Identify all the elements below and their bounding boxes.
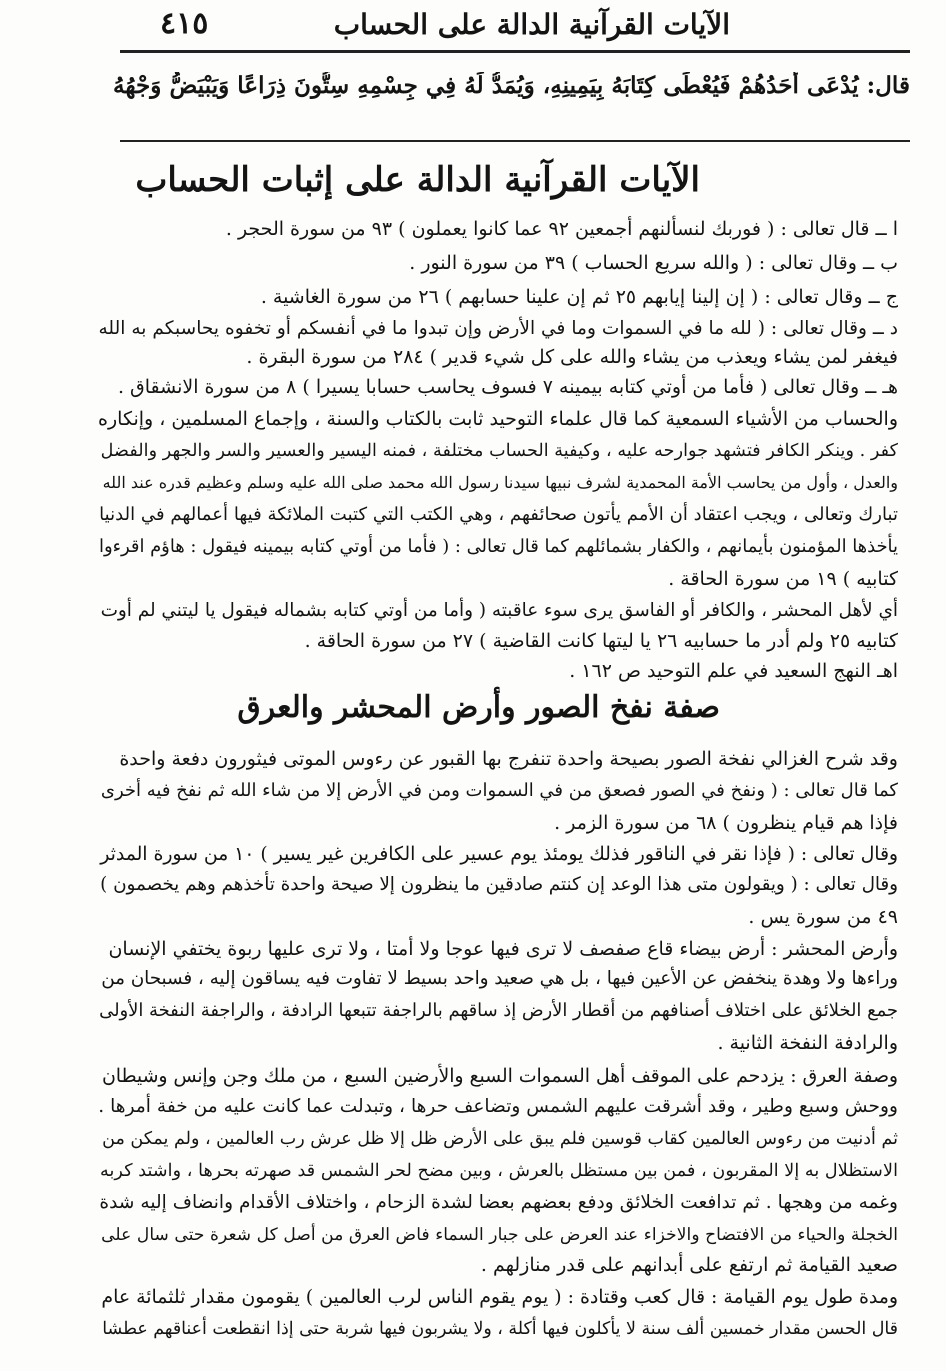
text-line: ج ــ وقال تعالى : ( إن إلينا إيابهم ٢٥ ثم إن علينا حسابهم ) ٢٦ من سورة الغاشية .	[260, 286, 898, 308]
text-line: فيغفر لمن يشاء ويعذب من يشاء والله على كل شيء قدير ) ٢٨٤ من سورة البقرة .	[246, 346, 898, 368]
text-line: ا ــ قال تعالى : ( فوربك لنسألنهم أجمعين ٩٢ عما كانوا يعملون ) ٩٣ من سورة الحجر .	[225, 218, 898, 240]
header-rule	[120, 50, 910, 53]
text-line: كما قال تعالى : ( ونفخ في الصور فصعق من في السموات ومن في الأرض إلا من شاء الله ثم نفخ فيه أخرى	[100, 780, 898, 801]
text-line: والعدل ، وأول من يحاسب الأمة المحمدية لشرف نبيها سيدنا رسول الله محمد صلى الله عليه وسلم وعظيم قدره عند الله	[102, 473, 898, 492]
text-line: ووحش وسبع وطير ، وقد أشرقت عليهم الشمس وتضاعف حرها ، وتبدلت عما كانت عليه من خفة أمرها .	[98, 1096, 898, 1117]
text-line: وراءها ولا وهدة ينخفض عن الأعين فيها ، بل هي صعيد واحد بسيط لا تفاوت فيه يساقون إليه ، فسبحان من	[101, 968, 898, 989]
text-line: قال الحسن مقدار خمسين ألف سنة لا يأكلون فيها أكلة ، ولا يشربون فيها شربة حتى إذا انقطعت أعناقهم عطشا	[102, 1319, 898, 1339]
running-title: الآيات القرآنية الدالة على الحساب	[333, 8, 730, 41]
section-title-sur: صفة نفخ الصور وأرض المحشر والعرق	[237, 690, 720, 725]
text-line: وقال تعالى : ( فإذا نقر في الناقور فذلك يومئذ يوم عسير على الكافرين غير يسير ) ١٠ من سورة المدثر	[100, 844, 898, 865]
text-line: ثم أدنيت من رءوس العالمين كقاب قوسين فلم يبق على الأرض ظل إلا ظل عرش رب العالمين ، ولم يمكن من	[102, 1129, 898, 1149]
text-line: د ــ وقال تعالى : ( لله ما في السموات وما في الأرض وإن تبدوا ما في أنفسكم أو تخفوه يحاسبكم به الله	[98, 318, 898, 339]
section-title-hisab: الآيات القرآنية الدالة على إثبات الحساب	[135, 160, 700, 200]
text-line: وقد شرح الغزالي نفخة الصور بصيحة واحدة تنفرج بها القبور عن رءوس الموتى فيثورون دفعة واحدة	[119, 748, 898, 770]
source-reference: اهـ النهج السعيد في علم التوحيد ص ١٦٢ .	[569, 660, 898, 682]
hadith-quote: قال: يُدْعَى أَحَدُهُمْ فَيُعْطَى كِتَابَهُ بِيَمِينِهِ، وَيُمَدُّ لَهُ فِي جِسْمِهِ سِتُّونَ ذِرَاعًا وَيَبْيَضُّ وَجْهُهُ	[112, 72, 910, 99]
text-line: ٤٩ من سورة يس .	[748, 906, 898, 928]
text-line: والحساب من الأشياء السمعية كما قال علماء التوحيد ثابت بالكتاب والسنة ، وإجماع المسلمين ، وإنكاره	[98, 408, 898, 430]
running-header	[120, 6, 880, 46]
text-line: ب ــ وقال تعالى : ( والله سريع الحساب ) ٣٩ من سورة النور .	[409, 252, 898, 274]
text-line: ومدة طول يوم القيامة : قال كعب وقتادة : ( يوم يقوم الناس لرب العالمين ) يقومون مقدار ثلثمائة عام	[101, 1286, 898, 1308]
page-number: ٤١٥	[160, 6, 209, 41]
text-line: فإذا هم قيام ينظرون ) ٦٨ من سورة الزمر .	[554, 812, 898, 834]
text-line: وصفة العرق : يزدحم على الموقف أهل السموات السبع والأرضين السبع ، من ملك وجن وإنس وشيطان	[102, 1066, 898, 1087]
text-line: صعيد القيامة ثم ارتفع على أبدانهم على قدر منازلهم .	[480, 1254, 898, 1276]
text-line: وأرض المحشر : أرض بيضاء قاع صفصف لا ترى فيها عوجا ولا أمتا ، ولا ترى عليها ربوة يختفي الإنسان	[108, 938, 898, 960]
text-line: الخجلة والحياء من الافتضاح والاخزاء عند العرض على جبار السماء فاض العرق من أصل كل شعرة حتى سال على	[101, 1225, 898, 1245]
text-line: والرادفة النفخة الثانية .	[717, 1032, 898, 1054]
text-line: جمع الخلائق على اختلاف أصنافهم من أقطار الأرض إذ ساقهم بالراجفة تتبعها الرادفة ، والراجفة النفخة الأولى	[99, 1000, 898, 1021]
text-line: وقال تعالى : ( ويقولون متى هذا الوعد إن كنتم صادقين ما ينظرون إلا صيحة واحدة تأخذهم وهم يخصمون )	[100, 874, 898, 895]
text-line: يأخذها المؤمنون بأيمانهم ، والكفار بشمائلهم كما قال تعالى : ( فأما من أوتي كتابه بيمينه فيقول : هاؤم اقرءوا	[99, 536, 898, 557]
text-line: أي لأهل المحشر ، والكافر أو الفاسق يرى سوء عاقبته ( وأما من أوتي كتابه بشماله فيقول يا ليتني لم أوت	[100, 600, 898, 621]
text-line: وغمه من وهجها . ثم تدافعت الخلائق ودفع بعضهم بعضا لشدة الزحام ، واختلاف الأقدام وانضاف إليه شدة	[99, 1192, 898, 1213]
text-line: كتابيه ٢٥ ولم أدر ما حسابيه ٢٦ يا ليتها كانت القاضية ) ٢٧ من سورة الحاقة .	[304, 630, 898, 652]
text-line: الاستظلال به إلا المقربون ، فمن بين مستظل بالعرش ، وبين مضح لحر الشمس قد صهرته بحرها ، واشتد كربه	[100, 1161, 898, 1181]
text-line: تبارك وتعالى ، ويجب اعتقاد أن الأمم يأتون صحائفهم ، وهي الكتب التي كتبت الملائكة فيها أعمالهم في الدنيا	[99, 504, 898, 525]
text-line: هـ ــ وقال تعالى ( فأما من أوتي كتابه بيمينه ٧ فسوف يحاسب حسابا يسيرا ) ٨ من سورة الانشقاق .	[117, 376, 898, 398]
text-line: كفر . وينكر الكافر فتشهد جوارحه عليه ، وكيفية الحساب مختلفة ، فمنه اليسير والعسير والسر والجهر والفضل	[100, 441, 898, 461]
quote-rule	[120, 140, 910, 142]
text-line: كتابيه ) ١٩ من سورة الحاقة .	[668, 568, 898, 590]
